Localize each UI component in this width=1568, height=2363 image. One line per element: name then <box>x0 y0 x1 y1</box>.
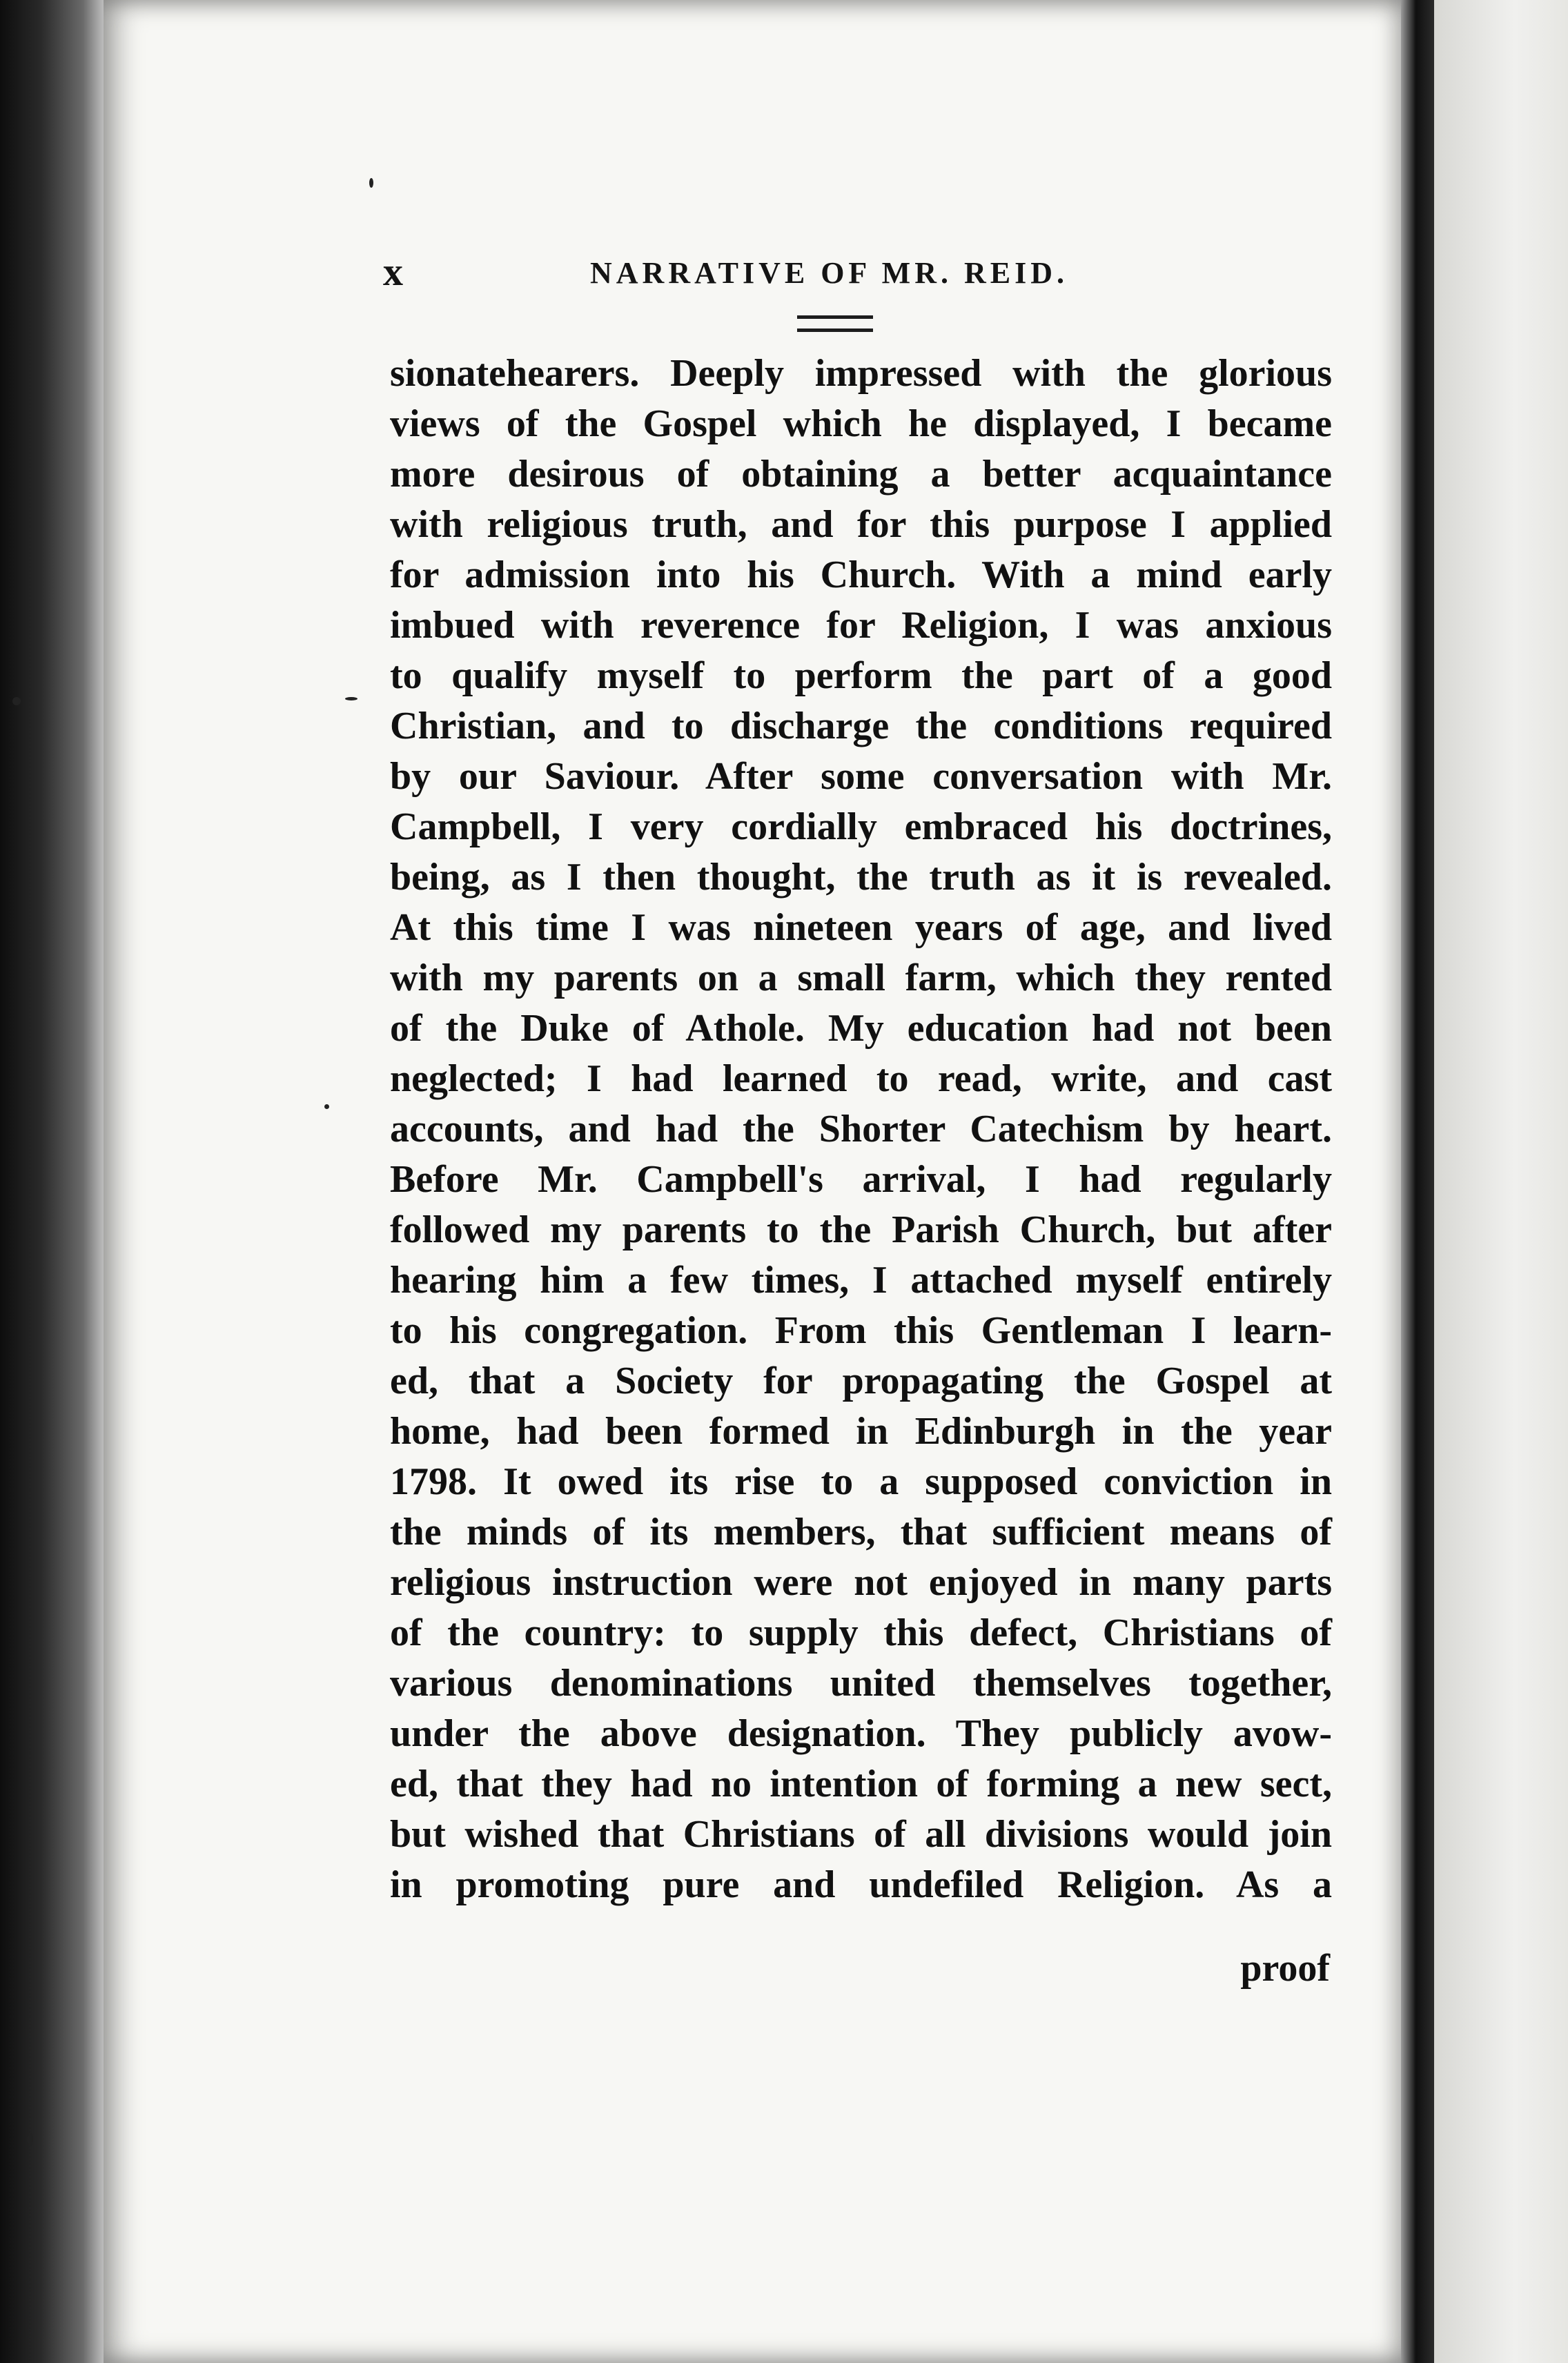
text-line: the minds of its members, that sufficient means of <box>390 1511 1332 1553</box>
text-line: of the country: to supply this defect, Christians of <box>390 1611 1332 1654</box>
text-line: to qualify myself to perform the part of a good <box>390 654 1332 697</box>
scan-speck <box>12 697 21 705</box>
text-line: various denominations united themselves together, <box>390 1662 1332 1705</box>
scan-speck <box>324 1104 329 1109</box>
text-line: followed my parents to the Parish Church, but after <box>390 1208 1332 1251</box>
catchword: proof <box>1240 1947 1330 1990</box>
page-number: x <box>383 249 403 294</box>
text-line: with religious truth, and for this purpose I applied <box>390 503 1332 546</box>
text-line: Before Mr. Campbell's arrival, I had regularly <box>390 1158 1332 1201</box>
facing-page-edge <box>1434 0 1568 2363</box>
text-line: Christian, and to discharge the conditions required <box>390 705 1332 747</box>
text-line: under the above designation. They publicly avow- <box>390 1712 1332 1755</box>
text-line: ed, that they had no intention of forming a new sect, <box>390 1763 1332 1805</box>
text-line: in promoting pure and undefiled Religion. As a <box>390 1863 1332 1906</box>
text-line: At this time I was nineteen years of age, and lived <box>390 906 1332 949</box>
text-line: ed, that a Society for propagating the Gospel at <box>390 1360 1332 1402</box>
scan-speck <box>369 178 373 188</box>
text-line: more desirous of obtaining a better acquaintance <box>390 453 1332 496</box>
text-line: but wished that Christians of all divisions would join <box>390 1813 1332 1856</box>
text-line: neglected; I had learned to read, write, and cast <box>390 1057 1332 1100</box>
text-line: of the Duke of Athole. My education had not been <box>390 1007 1332 1050</box>
text-line: with my parents on a small farm, which they rented <box>390 957 1332 999</box>
text-line: imbued with reverence for Religion, I was anxious <box>390 604 1332 647</box>
text-line: religious instruction were not enjoyed in many parts <box>390 1561 1332 1604</box>
text-line: by our Saviour. After some conversation with Mr. <box>390 755 1332 798</box>
text-line: hearing him a few times, I attached myself entirely <box>390 1259 1332 1302</box>
text-line: 1798. It owed its rise to a supposed conviction in <box>390 1460 1332 1503</box>
body-paragraph <box>390 349 1332 1910</box>
text-line: being, as I then thought, the truth as it is revealed. <box>390 856 1332 899</box>
text-line: for admission into his Church. With a mind early <box>390 553 1332 596</box>
text-line: accounts, and had the Shorter Catechism by heart. <box>390 1108 1332 1150</box>
scan-speck <box>345 697 357 700</box>
text-line: home, had been formed in Edinburgh in the year <box>390 1410 1332 1453</box>
book-gutter <box>1401 0 1434 2363</box>
text-line: views of the Gospel which he displayed, I became <box>390 402 1332 445</box>
header-rule <box>797 315 873 332</box>
text-line: Campbell, I very cordially embraced his doctrines, <box>390 805 1332 848</box>
text-line: to his congregation. From this Gentleman I learn- <box>390 1309 1332 1352</box>
scan-speck <box>28 2132 33 2146</box>
text-line: sionatehearers. Deeply impressed with the glorious <box>390 352 1332 395</box>
scan-left-margin <box>0 0 104 2363</box>
page-header <box>383 248 1308 297</box>
running-title: NARRATIVE OF MR. REID. <box>590 256 1068 290</box>
